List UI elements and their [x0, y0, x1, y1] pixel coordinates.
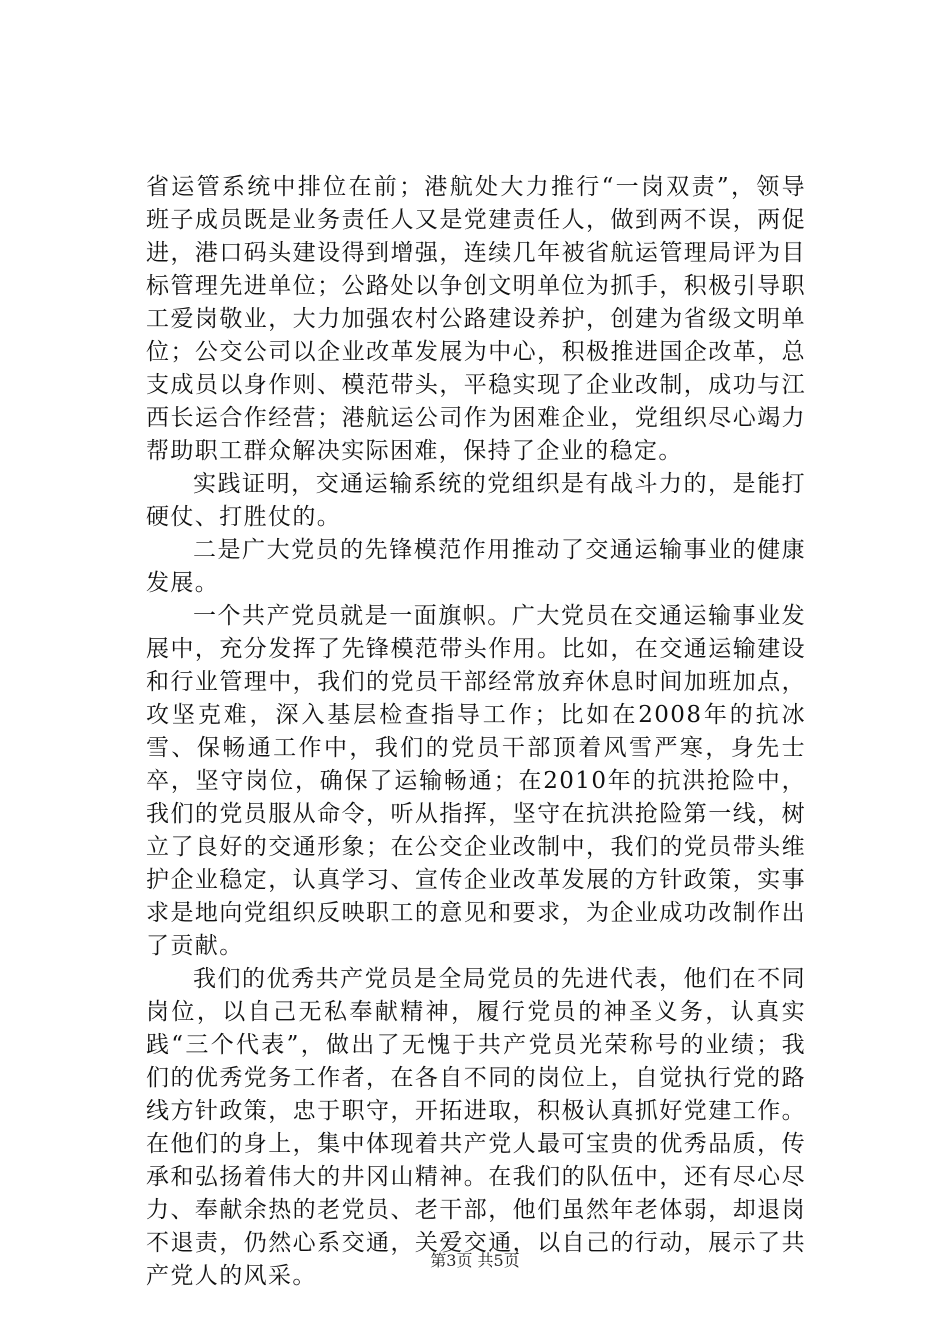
document-body [146, 171, 806, 1293]
paragraph-3: 二是广大党员的先锋模范作用推动了交通运输事业的健康发展。 [146, 537, 806, 596]
paragraph-1: 省运管系统中排位在前；港航处大力推行“一岗双责”，领导班子成员既是业务责任人又是党建责任人，做到两不误，两促进，港口码头建设得到增强，连续几年被省航运管理局评为目标管理先进单位；公路处以争创文明单位为抓手，积极引导职工爱岗敬业，大力加强农村公路建设养护，创建为省级文明单位；公交公司以企业改革发展为中心，积极推进国企改革，总支成员以身作则、模范带头，平稳实现了企业改制，成功与江西长运合作经营；港航运公司作为困难企业，党组织尽心竭力帮助职工群众解决实际困难，保持了企业的稳定。 [146, 174, 806, 464]
page-footer [0, 1248, 950, 1271]
page-number-label: 第3页 共5页 [430, 1251, 520, 1270]
paragraph-4: 一个共产党员就是一面旗帜。广大党员在交通运输事业发展中，充分发挥了先锋模范带头作用。比如，在交通运输建设和行业管理中，我们的党员干部经常放弃休息时间加班加点，攻坚克难，深入基层检查指导工作；比如在2008年的抗冰雪、保畅通工作中，我们的党员干部顶着风雪严寒，身先士卒，坚守岗位，确保了运输畅通；在2010年的抗洪抢险中，我们的党员服从命令，听从指挥，坚守在抗洪抢险第一线，树立了良好的交通形象；在公交企业改制中，我们的党员带头维护企业稳定，认真学习、宣传企业改革发展的方针政策，实事求是地向党组织反映职工的意见和要求，为企业成功改制作出了贡献。 [146, 603, 806, 959]
paragraph-5: 我们的优秀共产党员是全局党员的先进代表，他们在不同岗位，以自己无私奉献精神，履行党员的神圣义务，认真实践“三个代表”，做出了无愧于共产党员光荣称号的业绩；我们的优秀党务工作者，在各自不同的岗位上，自觉执行党的路线方针政策，忠于职守，开拓进取，积极认真抓好党建工作。在他们的身上，集中体现着共产党人最可宝贵的优秀品质，传承和弘扬着伟大的井冈山精神。在我们的队伍中，还有尽心尽力、奉献余热的老党员、老干部，他们虽然年老体弱，却退岗不退责，仍然心系交通，关爱交通，以自己的行动，展示了共产党人的风采。 [146, 966, 806, 1289]
paragraph-2: 实践证明，交通运输系统的党组织是有战斗力的，是能打硬仗、打胜仗的。 [146, 471, 806, 530]
